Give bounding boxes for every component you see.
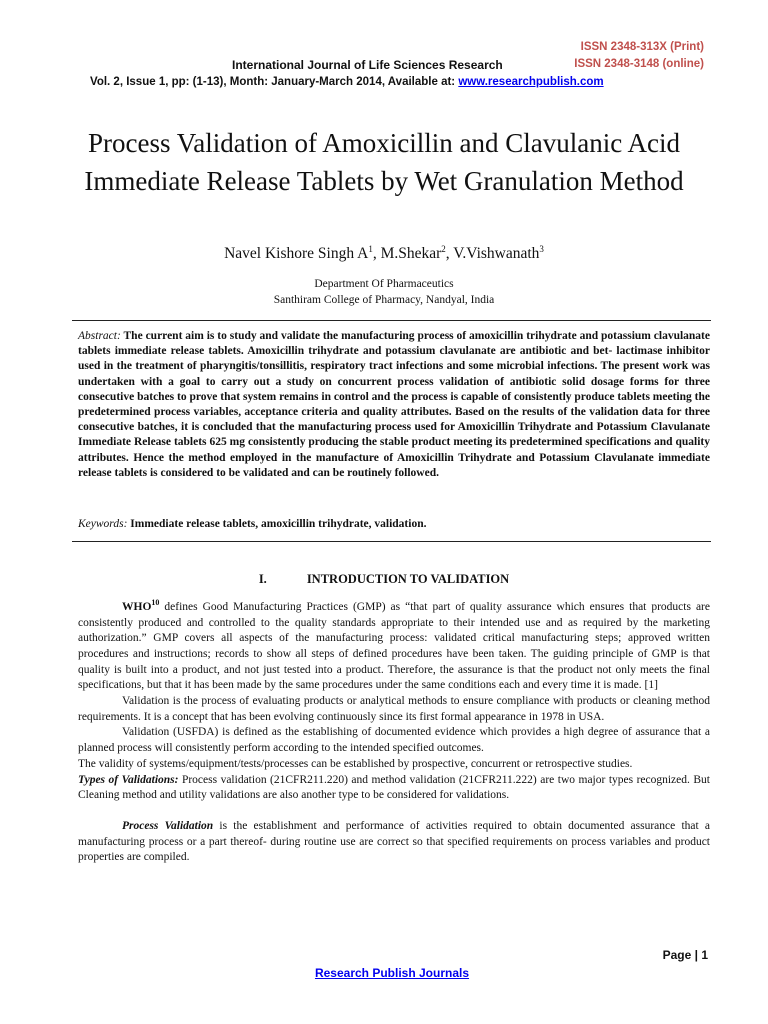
journal-title: International Journal of Life Sciences Research (232, 58, 503, 72)
types-text: Process validation (21CFR211.220) and method validation (21CFR211.222) are two major types recognized. But Cleaning method and utility validations are also another type to be considered for validations. (78, 773, 710, 802)
paragraph-gmp (78, 595, 710, 694)
process-validation-text: is the establishment and performance of activities required to obtain documented assurance that a manufacturing process or a part thereof- during routine use are correct so that specified requirements on process variables and product properties are compiled. (78, 819, 710, 864)
body-text (78, 595, 710, 866)
process-validation-label: Process Validation (122, 819, 214, 832)
paragraph-validity: The validity of systems/equipment/tests/processes can be established by prospective, concurrent or retrospective studies. (78, 757, 633, 770)
author-1: Navel Kishore Singh A (224, 245, 369, 263)
abstract-text: The current aim is to study and validate the manufacturing process of amoxicillin trihydrate and potassium clavulanate tablets immediate release tablets. Amoxicillin trihydrate and potassium clavulanate are antibiotic and bet- lactimase inhibitor used in the treatment of pharyngitis/tonsillitis, respiratory tract infections and some microbial infections. The present work was undertaken with a goal to carry out a study on concurrent process validation of antibiotic solid dosage forms for three consecutive batches to prove that system remains in control and the process is capable of consistently produce tablets meeting the predetermined process variables, acceptance criteria and quality attributes. Based on the results of the validation data for three consecutive batches, it is concluded that the manufacturing process used for Amoxicillin Trihydrate and Potassium Clavulanate Immediate Release tablets 625 mg consistently producing the stable product meeting its predetermined specifications and quality attributes. Hence the method employed in the manufacture of Amoxicillin Trihydrate and Potassium Clavulanate immediate release tablets is considered to be validated and can be routinely followed. (78, 330, 710, 479)
paragraph-types (78, 773, 710, 804)
journal-url-link[interactable]: www.researchpublish.com (458, 76, 604, 88)
paragraph-gmp-text: defines Good Manufacturing Practices (GMP) as “that part of quality assurance which ensures that products are consistently produced and controlled to the quality standards appropriate to their intended use and as required by the marketing authorization.” GMP covers all aspects of the manufacturing process: validated critical manufacturing steps; approved written procedures and instructions; records to show all steps of defined procedures have been taken. The guiding principle of GMP is that quality is built into a product, and not just tested into a product. Therefore, the assurance is that the product not only meets the final specifications, but that it has been made by the same procedures under the same conditions each and every time it is made. [1] (78, 600, 710, 692)
paragraph-validation: Validation is the process of evaluating products or analytical methods to ensure compliance with products or cleaning method requirements. It is a concept that has been evolving continuously since its first formal appearance in 1978 in USA. (78, 695, 710, 723)
author-3: , V.Vishwanath (445, 245, 540, 263)
section-title: INTRODUCTION TO VALIDATION (306, 572, 510, 586)
paper-title: Process Validation of Amoxicillin and Clavulanic Acid Immediate Release Tablets by Wet Granulation Method (84, 128, 684, 196)
issn-print: ISSN 2348-313X (Print) (580, 41, 704, 53)
who-citation: 10 (151, 598, 160, 607)
department: Department Of Pharmaceutics (314, 278, 454, 290)
abstract-label: Abstract: (78, 330, 121, 342)
author-2: , M.Shekar (372, 245, 442, 263)
paragraph-process-validation (78, 819, 710, 866)
abstract (78, 329, 710, 481)
keywords-label: Keywords: (78, 518, 128, 530)
divider-bottom (72, 541, 711, 542)
issn-online: ISSN 2348-3148 (online) (574, 58, 704, 70)
author-2-affiliation: 2 (441, 244, 446, 254)
section-heading (0, 572, 768, 587)
paragraph-usfda: Validation (USFDA) is defined as the establishing of documented evidence which provides a high degree of assurance that a planned process will consistently perform according to the intended specified outcomes. (78, 726, 710, 755)
divider-top (72, 320, 711, 321)
keywords-text: Immediate release tablets, amoxicillin trihydrate, validation. (127, 518, 427, 530)
authors (0, 244, 768, 263)
keywords (78, 518, 710, 530)
who-label: WHO (122, 600, 152, 613)
section-number: I. (258, 572, 267, 586)
volume-line (90, 76, 604, 88)
volume-info: Vol. 2, Issue 1, pp: (1-13), Month: January-March 2014, Available at: (90, 76, 459, 88)
page-number: Page | 1 (662, 948, 708, 962)
college: Santhiram College of Pharmacy, Nandyal, India (273, 294, 495, 306)
types-label: Types of Validations: (78, 773, 179, 786)
affiliation (0, 276, 768, 308)
footer-journal-link[interactable]: Research Publish Journals (314, 966, 470, 980)
author-1-affiliation: 1 (368, 244, 373, 254)
author-3-affiliation: 3 (539, 244, 544, 254)
